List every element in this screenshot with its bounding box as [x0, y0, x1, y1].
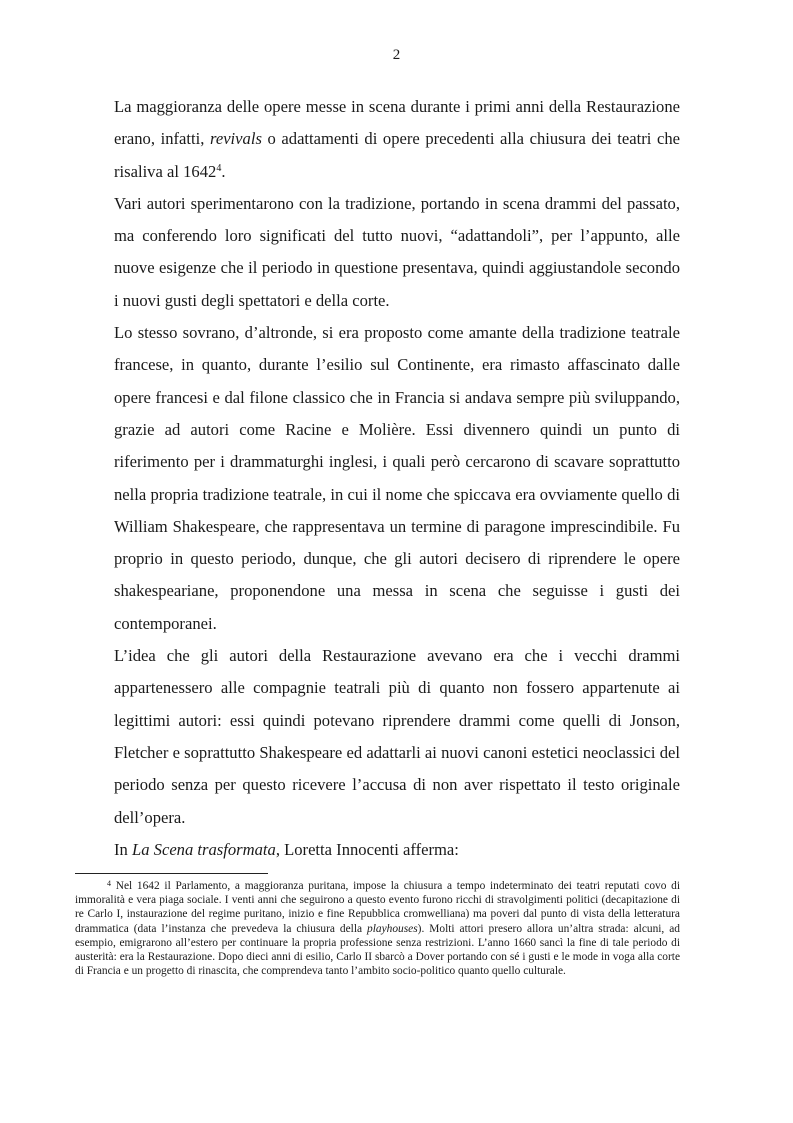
- footnote-emphasis: playhouses: [367, 922, 418, 935]
- footnotes: [75, 879, 680, 978]
- paragraph-3: Lo stesso sovrano, d’altronde, si era proposto come amante della tradizione teatrale francese, in quanto, durante l’esilio sul Continente, era rimasto affascinato dalle opere francesi e dal filone classico che in Francia si andava sempre più sviluppando, grazie ad autori come Racine e Molière. Essi divennero quindi un punto di riferimento per i drammaturghi inglesi, i quali però cercarono di scavare soprattutto nella propria tradizione teatrale, in cui il nome che spiccava era ovviamente quello di William Shakespeare, che rappresentava un termine di paragone imprescindibile. Fu proprio in questo periodo, dunque, che gli autori decisero di riprendere le opere shakespeariane, proponendone una messa in scena che seguisse i gusti dei contemporanei.: [114, 323, 680, 633]
- paragraph-5: [114, 834, 680, 866]
- footnote-4: [75, 879, 680, 978]
- paragraph-1-emphasis: revivals: [209, 129, 262, 149]
- paragraph-1-text-b: o adattamenti di opere precedenti alla chiusura dei teatri che risaliva al 1642: [114, 129, 681, 181]
- paragraph-4: L’idea che gli autori della Restaurazione avevano era che i vecchi drammi appartenessero alle compagnie teatrali più di quanto non fossero appartenute ai legittimi autori: essi quindi potevano riprendere drammi come quelli di Jonson, Fletcher e soprattutto Shakespeare ed adattarli ai nuovi canoni estetici neoclassici del periodo senza per questo ricevere l’accusa di non aver rispettato il testo originale dell’opera.: [114, 646, 680, 827]
- footnote-text-a: Nel 1642 il Parlamento, a maggioranza puritana, impose la chiusura a tempo indeterminato dei teatri reputati covo di immoralità e vera piaga sociale. I venti anni che seguirono a questo evento furono ricchi di stravolgimenti politici (decapitazione di re Carlo I, instaurazione del regime puritano, inizio e fine Repubblica cromwelliana) ma poveri dal punto di vista della letteratura drammatica (data l’instanza che prevedeva la chiusura della: [75, 880, 680, 935]
- book-title: La Scena trasformata: [131, 839, 276, 859]
- paragraph-2: Vari autori sperimentarono con la tradizione, portando in scena drammi del passato, ma conferendo loro significati del tutto nuovi, “adattandoli”, per l’appunto, alle nuove esigenze che il periodo in questione presentava, quindi aggiustandole secondo i nuovi gusti degli spettatori e della corte.: [114, 193, 680, 310]
- paragraph-1-text-a: La maggioranza delle opere messe in scena durante i primi anni della Restaurazione erano, infatti,: [114, 97, 680, 149]
- paragraph-1-text-c: .: [221, 161, 226, 181]
- paragraph-5-text-b: , Loretta Innocenti afferma:: [275, 839, 459, 859]
- footnote-separator: [75, 873, 268, 874]
- page-number: 2: [392, 47, 401, 63]
- paragraph-5-text-a: In: [114, 839, 132, 859]
- footnote-reference[interactable]: 4: [216, 162, 222, 174]
- main-text: [114, 91, 680, 866]
- footnote-text-b: ). Molti attori presero allora un’altra strada: alcuni, ad esempio, emigrarono all’estero per continuare la propria professione senza restrizioni. L’anno 1660 sancì la fine di tale periodo di austerità: era la Restaurazione. Dopo dieci anni di esilio, Carlo II sbarcò a Dover portando con sé i gusti e le mode in voga alla corte di Francia e un progetto di rinascita, che comprendeva tanto l’ambito socio-politico quanto quello culturale.: [75, 922, 680, 978]
- paragraph-1: [114, 91, 680, 188]
- footnote-mark: 4: [107, 879, 111, 888]
